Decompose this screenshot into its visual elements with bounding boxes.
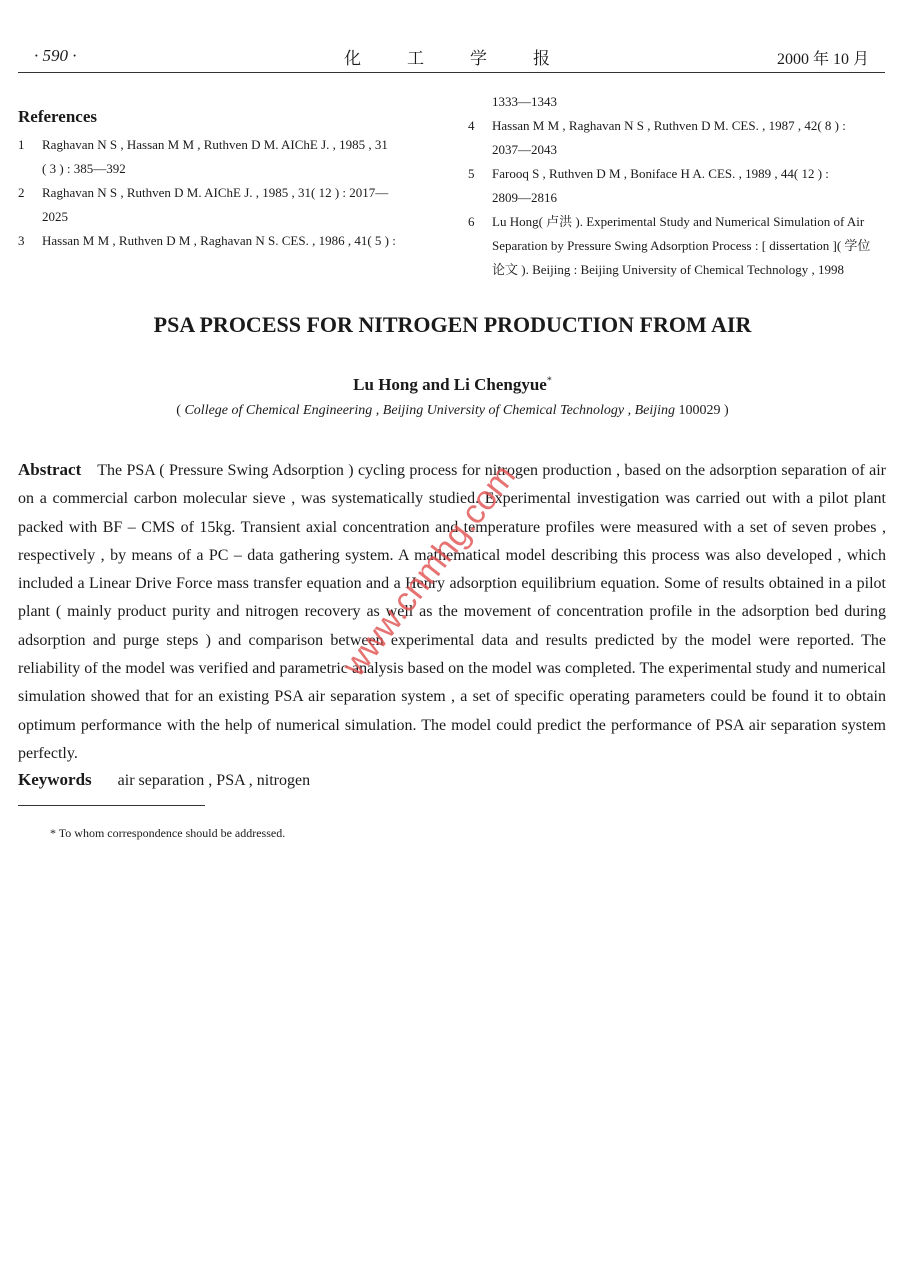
journal-char: 工 — [407, 49, 424, 68]
reference-line: Lu Hong( 卢洪 ). Experimental Study and Numerical Simulation of Air — [492, 214, 865, 229]
reference-line: 2037—2043 — [492, 142, 557, 157]
journal-char: 报 — [533, 49, 550, 68]
reference-number: 3 — [18, 233, 25, 248]
running-header — [18, 44, 885, 73]
watermark: www.cnmhg.com — [335, 457, 524, 684]
corresponding-mark: * — [546, 375, 552, 387]
footnote-rule — [18, 805, 205, 806]
reference-number: 4 — [468, 118, 475, 133]
reference-line: Hassan M M , Ruthven D M , Raghavan N S. CES. , 1986 , 41( 5 ) : — [42, 233, 396, 248]
reference-number: 5 — [468, 166, 475, 181]
reference-item — [468, 162, 888, 210]
reference-line: Hassan M M , Raghavan N S , Ruthven D M. CES. , 1987 , 42( 8 ) : — [492, 118, 846, 133]
references-heading: References — [18, 107, 97, 126]
affiliation-open: ( — [176, 403, 181, 418]
reference-item — [18, 133, 438, 181]
affiliation-zip: 100029 — [678, 403, 721, 418]
keywords-text: air separation , PSA , nitrogen — [117, 772, 311, 789]
reference-line: Separation by Pressure Swing Adsorption Process : [ dissertation ]( 学位 — [492, 238, 871, 253]
references-left-column — [18, 105, 438, 253]
reference-line: 2809—2816 — [492, 190, 557, 205]
journal-char: 学 — [470, 49, 487, 68]
reference-number: 2 — [18, 185, 25, 200]
reference-continuation: 1333—1343 — [492, 94, 557, 109]
abstract-label: Abstract — [18, 460, 82, 479]
footnote: * To whom correspondence should be addressed. — [50, 826, 286, 840]
abstract — [18, 456, 886, 768]
page-number: · 590 · — [34, 46, 77, 65]
affiliation-text: College of Chemical Engineering , Beijing University of Chemical Technology , Beijing — [184, 403, 676, 418]
reference-line: Raghavan N S , Ruthven D M. AIChE J. , 1985 , 31( 12 ) : 2017— — [42, 185, 389, 200]
references-right-column — [468, 90, 888, 282]
reference-line: Farooq S , Ruthven D M , Boniface H A. CES. , 1989 , 44( 12 ) : — [492, 166, 829, 181]
affiliation-close: ) — [724, 403, 729, 418]
author-names: Lu Hong and Li Chengyue — [353, 375, 547, 394]
keywords — [18, 767, 886, 794]
reference-item — [18, 181, 438, 229]
reference-number: 6 — [468, 214, 475, 229]
reference-line: ( 3 ) : 385—392 — [42, 161, 126, 176]
authors — [0, 375, 905, 395]
reference-item — [468, 210, 888, 282]
reference-item — [468, 114, 888, 162]
reference-item — [18, 229, 438, 253]
journal-name — [344, 44, 596, 69]
reference-line: Raghavan N S , Hassan M M , Ruthven D M. AIChE J. , 1985 , 31 — [42, 137, 388, 152]
keywords-label: Keywords — [18, 770, 92, 789]
reference-line: 论文 ). Beijing : Beijing University of Chemical Technology , 1998 — [492, 262, 844, 277]
abstract-text: The PSA ( Pressure Swing Adsorption ) cycling process for nitrogen production , based on the adsorption separation of air on a commercial carbon molecular sieve , was systematically studied. Experimental investigation was carried out with a pilot plant packed with BF – CMS of 15kg. Transient axial concentration and temperature profiles were measured with a set of seven probes , respectively , by means of a PC – data gathering system. A mathematical model describing this process was also developed , which included a Linear Drive Force mass transfer equation and a Henry adsorption equilibrium equation. Some of results obtained in a pilot plant ( mainly product purity and nitrogen recovery as well as the movement of concentration profile in the adsorption bed during adsorption and purge steps ) and comparison between experimental data and results predicted by the model were reported. The reliability of the model was verified and parametric analysis based on the model was completed. The experimental study and numerical simulation showed that for an existing PSA air separation system , a set of specific operating parameters could be found it to obtain optimum performance with the help of numerical simulation. The model could predict the performance of PSA air separation system perfectly. — [18, 462, 886, 762]
reference-number: 1 — [18, 137, 25, 152]
paper-title: PSA PROCESS FOR NITROGEN PRODUCTION FROM AIR — [153, 312, 752, 337]
issue-date: 2000 年 10 月 — [776, 51, 869, 68]
affiliation — [0, 403, 905, 419]
journal-char: 化 — [344, 49, 361, 68]
reference-line: 2025 — [42, 209, 68, 224]
